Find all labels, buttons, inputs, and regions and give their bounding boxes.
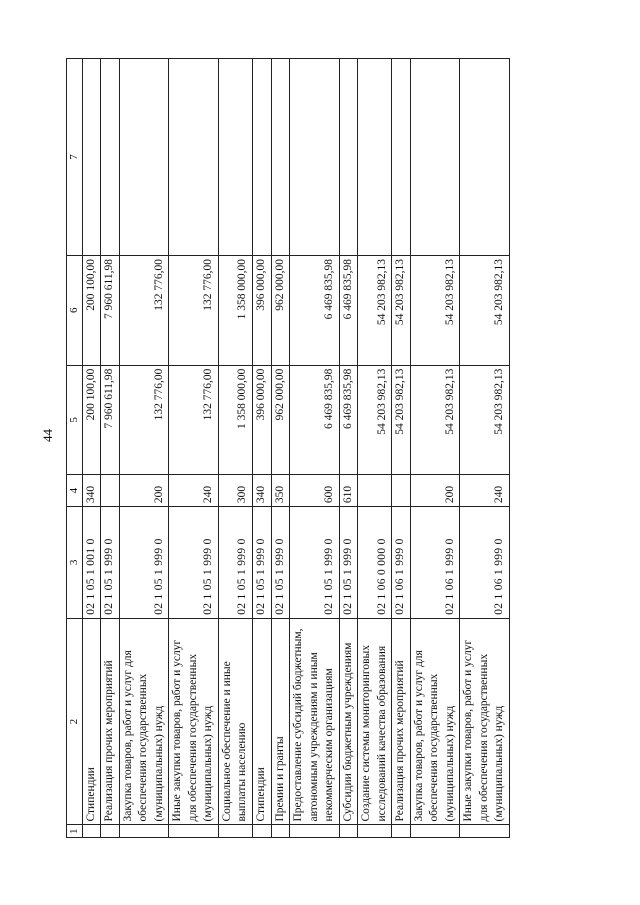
budget-table [66,58,510,838]
cell-col-1 [101,825,120,838]
table-body [82,59,509,838]
cell-col-7 [169,59,219,256]
cell-vr: 610 [339,475,358,507]
cell-col-5: 54 203 982,13 [460,365,510,475]
cell-col-1 [218,825,252,838]
table-row [253,59,272,838]
table-row [218,59,252,838]
cell-name: Закупка товаров, работ и услуг для обеспечения государственных (муниципальных) нужд [410,618,460,825]
cell-vr: 200 [119,475,169,507]
header-col-4: 4 [67,475,83,507]
cell-vr: 240 [169,475,219,507]
table-row [392,59,411,838]
cell-col-5: 6 469 835,98 [290,365,340,475]
cell-col-7 [410,59,460,256]
cell-vr [101,475,120,507]
cell-name: Социальное обеспечение и иные выплаты населению [218,618,252,825]
cell-col-7 [358,59,392,256]
cell-col-7 [119,59,169,256]
cell-code: 02 1 06 1 999 0 [392,507,411,619]
header-col-3: 3 [67,507,83,619]
cell-vr: 350 [271,475,290,507]
cell-name: Стипендии [253,618,272,825]
cell-col-1 [82,825,101,838]
cell-col-6: 962 000,00 [271,255,290,365]
cell-name: Иные закупки товаров, работ и услуг для обеспечения государственных (муниципальных) нужд [460,618,510,825]
cell-vr: 600 [290,475,340,507]
cell-vr: 240 [460,475,510,507]
cell-col-6: 1 358 000,00 [218,255,252,365]
cell-col-1 [410,825,460,838]
cell-col-6: 7 960 611,98 [101,255,120,365]
cell-col-7 [339,59,358,256]
cell-vr: 340 [253,475,272,507]
cell-col-6: 200 100,00 [82,255,101,365]
cell-col-7 [101,59,120,256]
cell-name: Премии и гранты [271,618,290,825]
cell-col-5: 54 203 982,13 [358,365,392,475]
cell-name: Реализация прочих мероприятий [392,618,411,825]
table-row [410,59,460,838]
cell-col-7 [392,59,411,256]
cell-name: Стипендии [82,618,101,825]
cell-col-1 [290,825,340,838]
cell-col-1 [271,825,290,838]
cell-col-5: 132 776,00 [119,365,169,475]
table-header-row [67,59,83,838]
cell-name: Создание системы мониторинговых исследований качества образования [358,618,392,825]
table-row [169,59,219,838]
table-row [271,59,290,838]
header-col-1: 1 [67,825,83,838]
cell-col-1 [358,825,392,838]
cell-col-6: 54 203 982,13 [410,255,460,365]
budget-table-rotated [66,58,510,838]
cell-code: 02 1 06 1 999 0 [460,507,510,619]
cell-code: 02 1 05 1 001 0 [82,507,101,619]
table-row [358,59,392,838]
table-row [339,59,358,838]
cell-name: Предоставление субсидий бюджетным, автономным учреждениям и иным некоммерческим организациям [290,618,340,825]
cell-col-6: 54 203 982,13 [460,255,510,365]
cell-code: 02 1 05 1 999 0 [101,507,120,619]
cell-vr: 200 [410,475,460,507]
cell-col-7 [460,59,510,256]
cell-col-6: 54 203 982,13 [392,255,411,365]
table-row [82,59,101,838]
cell-name: Реализация прочих мероприятий [101,618,120,825]
cell-name: Закупка товаров, работ и услуг для обеспечения государственных (муниципальных) нужд [119,618,169,825]
cell-name: Субсидии бюджетным учреждениям [339,618,358,825]
cell-col-7 [82,59,101,256]
cell-code: 02 1 05 1 999 0 [169,507,219,619]
cell-col-1 [339,825,358,838]
table-row [460,59,510,838]
cell-col-6: 6 469 835,98 [290,255,340,365]
cell-col-5: 1 358 000,00 [218,365,252,475]
cell-col-1 [460,825,510,838]
cell-col-5: 396 000,00 [253,365,272,475]
cell-col-1 [119,825,169,838]
cell-col-7 [271,59,290,256]
cell-vr [358,475,392,507]
cell-code: 02 1 05 1 999 0 [290,507,340,619]
table-row [290,59,340,838]
cell-col-6: 132 776,00 [119,255,169,365]
cell-col-5: 132 776,00 [169,365,219,475]
cell-name: Иные закупки товаров, работ и услуг для обеспечения государственных (муниципальных) нужд [169,618,219,825]
cell-col-5: 54 203 982,13 [392,365,411,475]
cell-col-5: 7 960 611,98 [101,365,120,475]
cell-code: 02 1 06 0 000 0 [358,507,392,619]
cell-code: 02 1 05 1 999 0 [271,507,290,619]
cell-vr [392,475,411,507]
cell-col-1 [392,825,411,838]
cell-vr: 340 [82,475,101,507]
cell-col-6: 6 469 835,98 [339,255,358,365]
cell-col-7 [290,59,340,256]
cell-code: 02 1 05 1 999 0 [218,507,252,619]
cell-vr: 300 [218,475,252,507]
header-col-7: 7 [67,59,83,256]
cell-col-6: 396 000,00 [253,255,272,365]
cell-code: 02 1 05 1 999 0 [339,507,358,619]
header-col-5: 5 [67,365,83,475]
cell-col-5: 200 100,00 [82,365,101,475]
cell-code: 02 1 05 1 999 0 [119,507,169,619]
cell-col-6: 132 776,00 [169,255,219,365]
table-row [119,59,169,838]
cell-col-7 [218,59,252,256]
cell-code: 02 1 05 1 999 0 [253,507,272,619]
cell-col-5: 54 203 982,13 [410,365,460,475]
table-row [101,59,120,838]
cell-code: 02 1 06 1 999 0 [410,507,460,619]
cell-col-7 [253,59,272,256]
cell-col-1 [169,825,219,838]
cell-col-1 [253,825,272,838]
cell-col-6: 54 203 982,13 [358,255,392,365]
page-number: 44 [40,429,55,442]
cell-col-5: 962 000,00 [271,365,290,475]
header-col-6: 6 [67,255,83,365]
cell-col-5: 6 469 835,98 [339,365,358,475]
header-col-2: 2 [67,618,83,825]
